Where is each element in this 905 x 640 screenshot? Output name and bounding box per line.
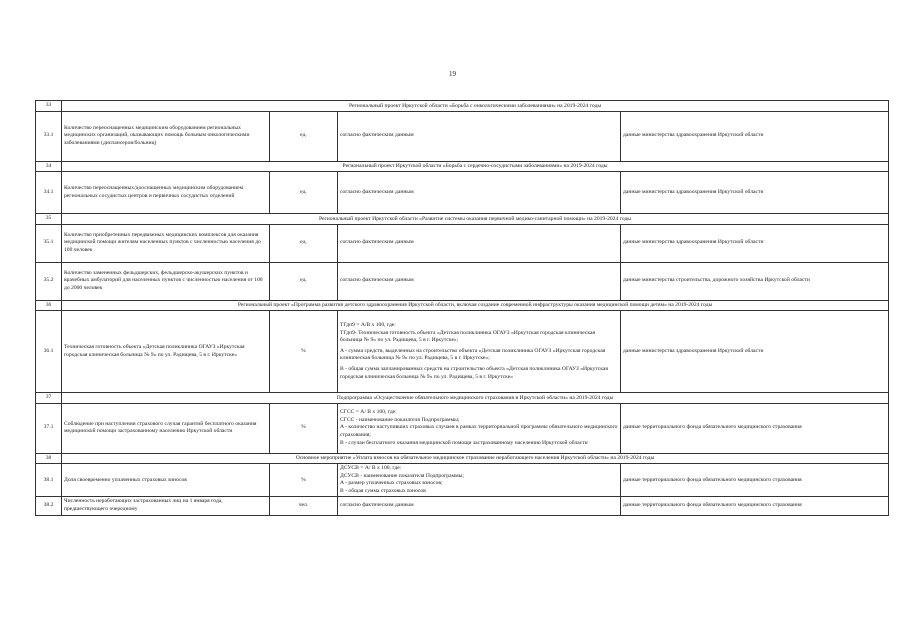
data-source: данные территориального фонда обязательного медицинского страхования [621, 464, 889, 497]
data-source: данные министерства здравоохранения Иркутской области [621, 311, 889, 393]
indicators-table [35, 100, 889, 516]
calculation-method [338, 464, 621, 497]
method-line: СГСС - наименование показателя Подпрограммы; [340, 416, 460, 423]
section-number: 38 [36, 453, 62, 464]
indicator-name: Количество переоснащенных медицинским оборудованием региональных медицинских организаций, оказывающих помощь больным онкологическими заболеваниями (диспансеров/больниц) [62, 111, 270, 161]
indicator-number: 35.2 [36, 262, 62, 300]
data-source: данные министерства здравоохранения Иркутской области [621, 172, 889, 214]
method-line: A - размер уплаченных страховых взносов; [340, 480, 443, 487]
section-number: 34 [36, 161, 62, 172]
indicator-unit: % [270, 403, 338, 453]
indicator-unit: ед. [270, 262, 338, 300]
section-row [36, 214, 889, 225]
section-number: 33 [36, 101, 62, 112]
section-row [36, 453, 889, 464]
indicator-name: Численность неработающих застрахованных лиц на 1 января года, предшествующего очередному [62, 497, 270, 515]
method-line: согласно фактическим данным [340, 188, 414, 195]
calculation-method [338, 224, 621, 262]
indicator-row [36, 464, 889, 497]
calculation-method [338, 262, 621, 300]
section-number: 36 [36, 300, 62, 311]
method-line: согласно фактическим данным [340, 277, 414, 284]
section-row [36, 101, 889, 112]
indicator-row [36, 311, 889, 393]
method-line: ДСУСВ - наименование показателя Подпрограммы; [340, 472, 464, 479]
section-row [36, 300, 889, 311]
section-row [36, 161, 889, 172]
section-row [36, 393, 889, 404]
section-title: Подпрограмма «Осуществление обязательного медицинского страхования в Иркутской области» на 2019-2024 годы [62, 393, 889, 404]
indicator-row [36, 403, 889, 453]
method-line: ДСУСВ = A/ B х 100, где: [340, 465, 402, 472]
indicator-name: Соблюдение при наступлении страхового случая гарантий бесплатного оказания медицинской помощи застрахованному населению Иркутской области [62, 403, 270, 453]
method-line: B - общая сумма страховых взносов [340, 487, 426, 494]
indicator-row [36, 224, 889, 262]
data-source: данные территориального фонда обязательного медицинского страхования [621, 497, 889, 515]
section-number: 37 [36, 393, 62, 404]
indicator-unit: % [270, 311, 338, 393]
method-line: СГСС = A/ B х 100, где: [340, 409, 397, 416]
method-line: A - сумма средств, выделенных на строительство объекта «Детская поликлиника ОГАУЗ «Иркутская городская клиническая больница № 9» по ул. Радищева, 5 в г. Иркутске»; [340, 347, 606, 362]
method-line: согласно фактическим данным [340, 502, 414, 509]
data-source: данные министерства строительства, дорожного хозяйства Иркутской области [621, 262, 889, 300]
data-source: данные территориального фонда обязательного медицинского страхования [621, 403, 889, 453]
indicator-unit: ед. [270, 224, 338, 262]
data-source: данные министерства здравоохранения Иркутской области [621, 111, 889, 161]
indicator-unit: чел. [270, 497, 338, 515]
calculation-method [338, 497, 621, 515]
method-line: согласно фактическим данным [340, 132, 414, 139]
indicator-row [36, 111, 889, 161]
calculation-method [338, 111, 621, 161]
calculation-method [338, 403, 621, 453]
page-number: 19 [449, 70, 456, 78]
section-title: Основное мероприятие «Уплата взносов на обязательное медицинское страхование неработающего населения Иркутской области» на 2019-2024 годы [62, 453, 889, 464]
indicator-number: 34.1 [36, 172, 62, 214]
indicator-name: Количество приобретенных передвижных медицинских комплексов для оказания медицинской помощи жителям населенных пунктов с численностью населения до 100 человек [62, 224, 270, 262]
indicator-unit: ед. [270, 172, 338, 214]
indicator-row [36, 262, 889, 300]
indicator-unit: % [270, 464, 338, 497]
method-line: A - количество наступивших страховых случаев в рамках территориальной программы обязательного медицинского страхования; [340, 424, 618, 438]
indicator-number: 38.2 [36, 497, 62, 515]
indicator-name: Количество переоснащенных/дооснащенных медицинским оборудованием региональных сосудистых центров и первичных сосудистых отделений [62, 172, 270, 214]
indicator-name: Техническая готовность объекта «Детская поликлиника ОГАУЗ «Иркутская городская клиническая больница № 9» по ул. Радищева, 5 в г. Иркутске» [62, 311, 270, 393]
indicator-number: 36.1 [36, 311, 62, 393]
data-source: данные министерства здравоохранения Иркутской области [621, 224, 889, 262]
section-number: 35 [36, 214, 62, 225]
method-line: согласно фактическим данным [340, 239, 414, 246]
section-title: Региональный проект Иркутской области «Борьба с онкологическими заболеваниями» на 2019-2024 годы [62, 101, 889, 112]
calculation-method [338, 172, 621, 214]
calculation-method [338, 311, 621, 393]
indicators-table-wrapper [35, 100, 888, 516]
indicator-name: Количество замененных фельдшерских, фельдшерско-акушерских пунктов и врачебных амбулаторий для населенных пунктов с численностью населения от 100 до 2000 человек [62, 262, 270, 300]
method-line: ТГдп9 = A/B х 100, где: [340, 322, 396, 329]
method-line: ТГдп9- Техническая готовность объекта «Детская поликлиника ОГАУЗ «Иркутская городская клиническая больница № 9» по ул. Радищева, 5 в г. Иркутске»; [340, 329, 596, 344]
method-line: B - случаи бесплатного оказания медицинской помощи застрахованному населению Иркутской области [340, 439, 588, 446]
indicator-number: 38.1 [36, 464, 62, 497]
section-title: Региональный проект Иркутской области «Развитие системы оказания первичной медико-санитарной помощи» на 2019-2024 годы [62, 214, 889, 225]
indicator-unit: ед. [270, 111, 338, 161]
method-line: B - общая сумма запланированных средств на строительство объекта «Детская поликлиника ОГАУЗ «Иркутская городская клиническая больница № 9» по ул. Радищева, 5 в г. Иркутске» [340, 366, 608, 380]
indicator-number: 35.1 [36, 224, 62, 262]
indicator-row [36, 172, 889, 214]
section-title: Региональный проект «Программа развития детского здравоохранения Иркутской области, включая создание современной инфраструктуры оказания медицинской помощи детям» на 2019-2024 годы [62, 300, 889, 311]
indicator-number: 33.1 [36, 111, 62, 161]
indicator-row [36, 497, 889, 515]
section-title: Региональный проект Иркутской области «Борьба с сердечно-сосудистыми заболеваниями» на 2019-2024 годы [62, 161, 889, 172]
indicator-number: 37.1 [36, 403, 62, 453]
indicator-name: Доля своевременно уплаченных страховых взносов [62, 464, 270, 497]
